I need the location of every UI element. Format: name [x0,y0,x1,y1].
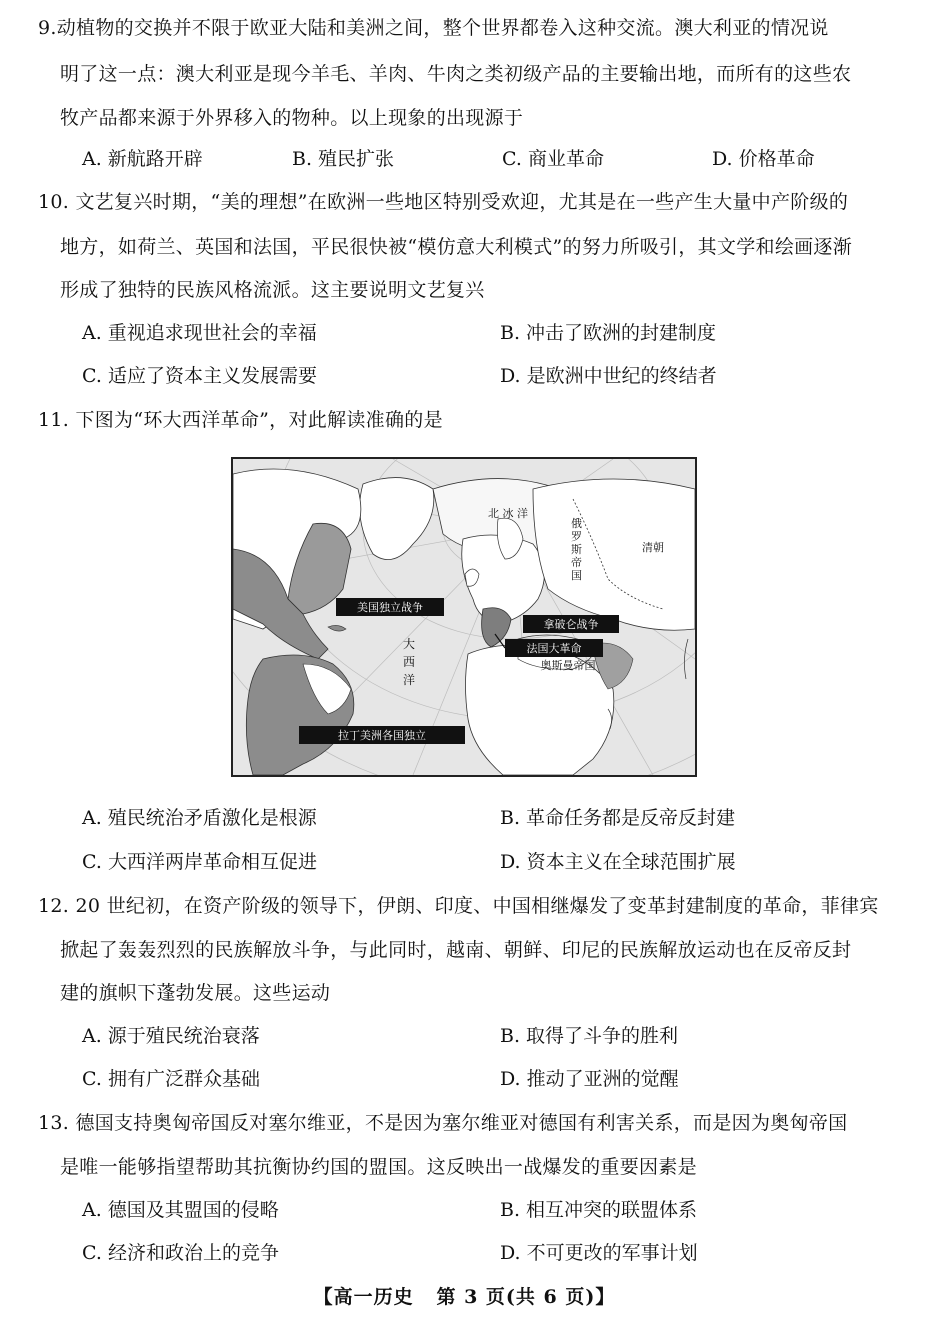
q13-option-d: D. 不可更改的军事计划 [500,1242,698,1264]
q10-option-a: A. 重视追求现世社会的幸福 [82,322,317,344]
q10-option-b: B. 冲击了欧洲的封建制度 [500,322,717,344]
q11-option-c: C. 大西洋两岸革命相互促进 [82,851,317,873]
q12-option-d: D. 推动了亚洲的觉醒 [500,1068,679,1090]
q13-option-c: C. 经济和政治上的竞争 [82,1242,279,1264]
label-ottoman-empire: 奥斯曼帝国 [540,659,596,672]
q12-stem-line-3: 建的旗帜下蓬勃发展。这些运动 [60,982,331,1004]
map-drawing [233,459,695,775]
q9-option-d: D. 价格革命 [712,148,815,170]
footer-page-number: 第 3 页(共 6 页)】 [436,1286,616,1308]
q13-stem-line-1: 13. 德国支持奥匈帝国反对塞尔维亚，不是因为塞尔维亚对德国有利害关系，而是因为奥匈帝国 [38,1112,848,1134]
q12-stem-line-2: 掀起了轰轰烈烈的民族解放斗争，与此同时，越南、朝鲜、印尼的民族解放运动也在反帝反封 [60,939,852,961]
q9-option-a: A. 新航路开辟 [82,148,203,170]
q9-stem-line-1: 9.动植物的交换并不限于欧亚大陆和美洲之间，整个世界都卷入这种交流。澳大利亚的情况说 [38,17,829,39]
q12-option-c: C. 拥有广泛群众基础 [82,1068,260,1090]
label-atlantic-ocean: 大西洋 [403,637,416,687]
q9-option-c: C. 商业革命 [502,148,604,170]
q10-stem-line-3: 形成了独特的民族风格流派。这主要说明文艺复兴 [60,279,485,301]
q10-option-d: D. 是欧洲中世纪的终结者 [500,365,717,387]
q10-option-c: C. 适应了资本主义发展需要 [82,365,317,387]
q12-option-a: A. 源于殖民统治衰落 [82,1025,260,1047]
q12-option-b: B. 取得了斗争的胜利 [500,1025,679,1047]
q11-option-d: D. 资本主义在全球范围扩展 [500,851,736,873]
q11-option-b: B. 革命任务都是反帝反封建 [500,807,736,829]
label-latin-american-independence: 拉丁美洲各国独立 [338,729,426,742]
q13-stem-line-2: 是唯一能够指望帮助其抗衡协约国的盟国。这反映出一战爆发的重要因素是 [60,1156,697,1178]
label-qing-dynasty: 清朝 [642,541,664,554]
label-arctic-ocean: 北 冰 洋 [488,507,528,520]
page-footer [0,1282,929,1309]
label-french-revolution: 法国大革命 [526,642,582,655]
q10-stem-line-1: 10. 文艺复兴时期，“美的理想”在欧洲一些地区特别受欢迎，尤其是在一些产生大量中产阶级的 [38,191,849,213]
q13-option-a: A. 德国及其盟国的侵略 [82,1199,279,1221]
q12-stem-line-1: 12. 20 世纪初，在资产阶级的领导下，伊朗、印度、中国相继爆发了变革封建制度的革命，菲律宾 [38,895,879,917]
label-russian-empire: 俄罗斯帝国 [571,517,582,582]
q9-option-b: B. 殖民扩张 [292,148,395,170]
footer-subject: 【高一历史 [313,1286,414,1308]
q13-option-b: B. 相互冲突的联盟体系 [500,1199,698,1221]
label-napoleonic-wars: 拿破仑战争 [543,618,599,631]
atlantic-revolutions-map [231,457,697,777]
q9-stem-line-2: 明了这一点：澳大利亚是现今羊毛、羊肉、牛肉之类初级产品的主要输出地，而所有的这些农 [60,63,852,85]
q11-stem: 11. 下图为“环大西洋革命”，对此解读准确的是 [38,409,443,431]
q10-stem-line-2: 地方，如荷兰、英国和法国，平民很快被“模仿意大利模式”的努力所吸引，其文学和绘画逐渐 [60,236,853,258]
q9-stem-line-3: 牧产品都来源于外界移入的物种。以上现象的出现源于 [60,107,524,129]
q11-option-a: A. 殖民统治矛盾激化是根源 [82,807,317,829]
label-us-independence-war: 美国独立战争 [357,601,423,614]
